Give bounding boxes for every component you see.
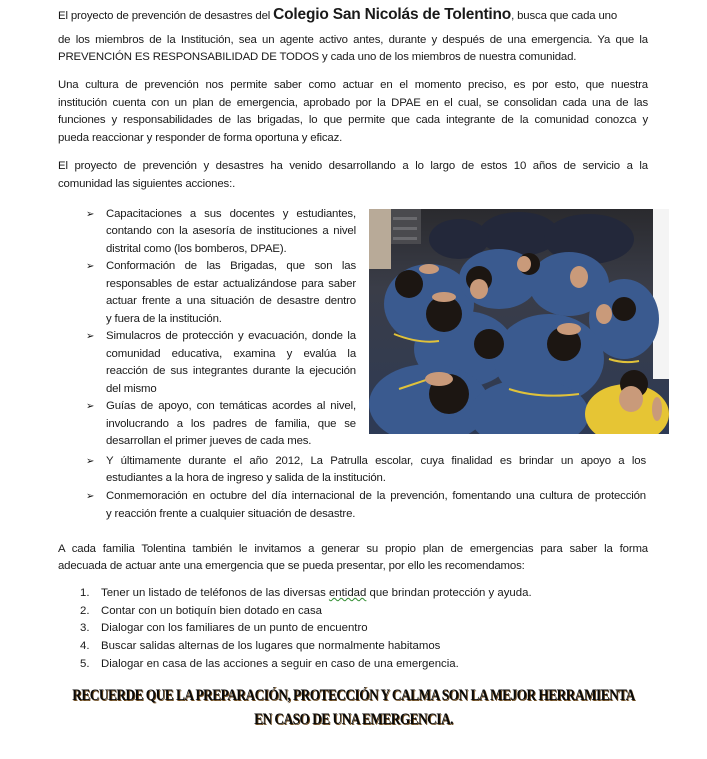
arrow-bullet-icon: ➢ (86, 401, 95, 412)
list-number: 3. (80, 622, 90, 634)
action-line: responsables de estar actualizándose para saber (106, 278, 356, 290)
recommendation-text: Tener un listado de teléfonos de las diversas (101, 587, 329, 599)
intro-line-3: PREVENCIÓN ES RESPONSABILIDAD DE TODOS y cada uno de los miembros de nuestra comunidad. (58, 51, 577, 63)
action-line: Conmemoración en octubre del día internacional de la prevención, fomentando una cultura de protección (106, 490, 646, 502)
recommendation-text: que brindan protección y ayuda. (366, 587, 532, 599)
project-line: El proyecto de prevención y desastres ha venido desarrollando a lo largo de estos 10 años de servicio a la (58, 160, 648, 172)
culture-line: Una cultura de prevención nos permite saber como actuar en el momento preciso, es por esto, que nuestra (58, 79, 648, 91)
intro-line-2: de los miembros de la Institución, sea un agente activo antes, durante y después de una emergencia. Ya que la (58, 34, 648, 46)
action-line: Guías de apoyo, con temáticas acordes al nivel, (106, 400, 356, 412)
recommendation-item: Buscar salidas alternas de los lugares que normalmente habitamos (101, 640, 441, 652)
students-drill-illustration (369, 209, 669, 434)
action-line: Y últimamente durante el año 2012, La Patrulla escolar, cuya finalidad es brindar un apoyo a los (106, 455, 646, 467)
intro-prefix: El proyecto de prevención de desastres del (58, 10, 274, 22)
recommendation-item: Dialogar en casa de las acciones a seguir en caso de una emergencia. (101, 658, 459, 670)
list-number: 5. (80, 658, 90, 670)
action-line: Capacitaciones a sus docentes y estudiantes, (106, 208, 356, 220)
action-line: Simulacros de protección y evacuación, donde la (106, 330, 356, 342)
action-line: involucrando a los padres de familia, que se (106, 418, 356, 430)
arrow-bullet-icon: ➢ (86, 491, 95, 502)
list-number: 2. (80, 605, 90, 617)
recommendation-item: Dialogar con los familiares de un punto de encuentro (101, 622, 368, 634)
arrow-bullet-icon: ➢ (86, 331, 95, 342)
spellcheck-flagged-word: entidad (328, 587, 367, 599)
action-line: y reacción frente a cualquier situación de desastre. (106, 508, 356, 520)
action-line: distrital como (los bomberos, DPAE). (106, 243, 287, 255)
list-number: 1. (80, 587, 90, 599)
school-name: Colegio San Nicolás de Tolentino (273, 6, 512, 23)
arrow-bullet-icon: ➢ (86, 209, 95, 220)
action-line: y fuera de la institución. (106, 313, 222, 325)
evacuation-drill-photo (369, 209, 669, 434)
family-line: A cada familia Tolentina también le invitamos a generar su propio plan de emergencias para saber la forma (58, 543, 648, 555)
culture-line: funciones y responsabilidades de las brigadas, lo que permite que cada integrante de la comunidad conozca y (58, 114, 648, 126)
project-line: comunidad las siguientes acciones:. (58, 178, 236, 190)
intro-line-1 (58, 6, 648, 26)
recommendation-item (101, 585, 532, 603)
arrow-bullet-icon: ➢ (86, 456, 95, 467)
action-line: reacción de sus integrantes durante la ejecución (106, 365, 356, 377)
closing-headline-line-1: RECUERDE QUE LA PREPARACIÓN, PROTECCIÓN Y CALMA SON LA MEJOR HERRAMIENTA (72, 687, 635, 704)
intro-suffix: , busca que cada uno (511, 10, 618, 22)
action-line: contando con la asesoría de instituciones a nivel (106, 225, 356, 237)
action-line: Conformación de las Brigadas, que son las (106, 260, 356, 272)
action-line: desarrollan el primer jueves de cada mes. (106, 435, 312, 447)
recommendation-item: Contar con un botiquín bien dotado en casa (101, 605, 323, 617)
closing-headline-line-2: EN CASO DE UNA EMERGENCIA. (254, 711, 453, 728)
list-number: 4. (80, 640, 90, 652)
action-line: comunidad educativa, examina y evalúa la (106, 348, 356, 360)
arrow-bullet-icon: ➢ (86, 261, 95, 272)
culture-line: pueda reaccionar y responder de forma oportuna y eficaz. (58, 132, 343, 144)
family-line: adecuada de actuar ante una emergencia que se pueda presentar, por ello les recomendamos: (58, 560, 525, 572)
action-line: del mismo (106, 383, 157, 395)
action-line: actuar frente a una situación de desastre dentro (106, 295, 356, 307)
culture-line: institución cuenta con un plan de emergencia, aprobado por la DPAE en el cual, se consolidan cada una de las (58, 97, 648, 109)
action-line: estudiantes a la hora de ingreso y salida de la institución. (106, 472, 386, 484)
